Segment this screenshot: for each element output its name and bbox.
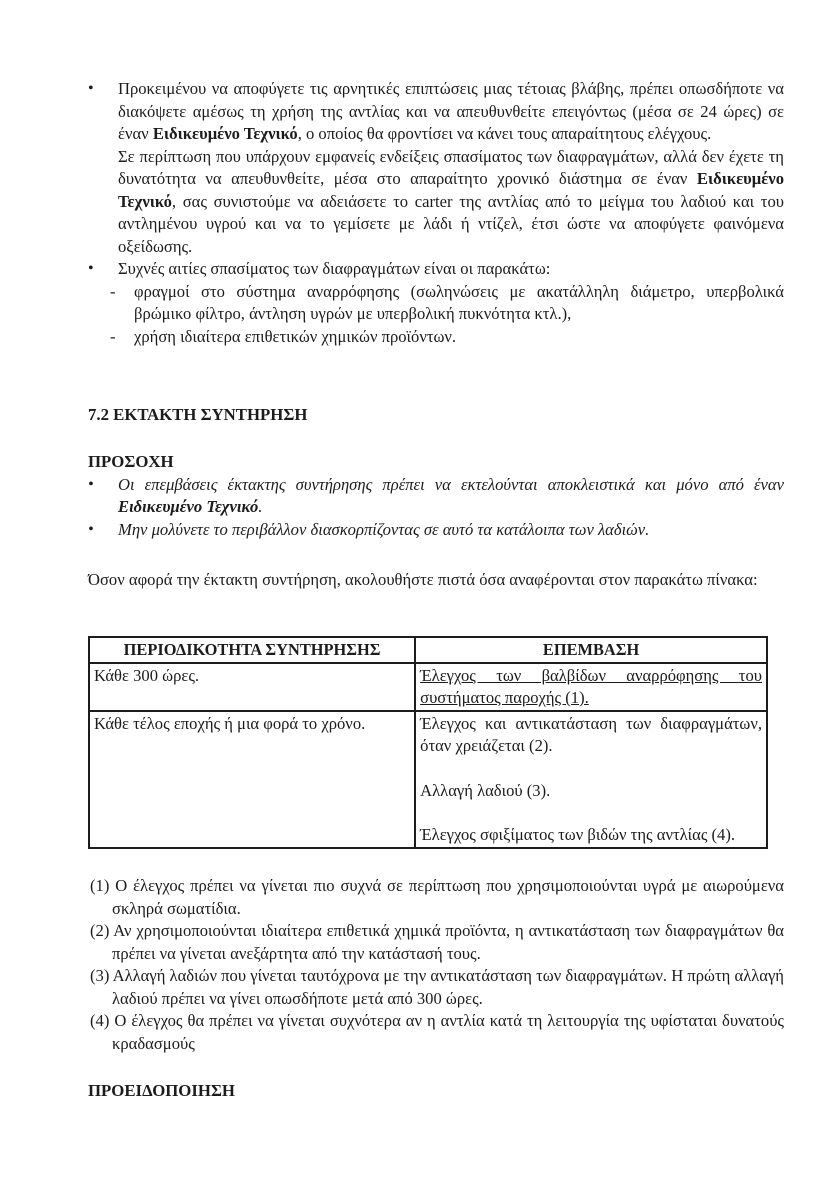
text-fragment: Προκειμένου να αποφύγετε τις αρνητικές επιπτώσεις μιας τέτοιας βλάβης, πρέπει οπωσδήποτε να διακόψετε αμέσως τη χρήση της αντλίας και να απευθυνθείτε επειγόντως (μέσα σε 24 ώρες) σε έναν <box>118 79 784 143</box>
text-fragment: Οι επεμβάσεις έκτακτης συντήρησης πρέπει να εκτελούνται αποκλειστικά και μόνο από έναν <box>118 474 784 494</box>
text-fragment: . <box>258 497 263 516</box>
caution-title: ΠΡΟΣΟΧΗ <box>88 452 174 471</box>
table-cell: Κάθε 300 ώρες. <box>89 663 415 711</box>
table-cell <box>415 711 767 848</box>
list-item: - χρήση ιδιαίτερα επιθετικών χημικών προϊόντων. <box>104 326 784 349</box>
list-item: - φραγμοί στο σύστημα αναρρόφησης (σωληνώσεις με ακατάλληλη διάμετρο, υπερβολικά βρώμικο φίλτρο, άντληση υγρών με υπερβολική πυκνότητα κτλ.), <box>104 281 784 326</box>
footnote-item: (4) Ο έλεγχος θα πρέπει να γίνεται συχνότερα αν η αντλία κατά τη λειτουργία της υφίσταται δυνατούς κραδασμούς <box>90 1011 784 1053</box>
text-fragment: , σας συνιστούμε να αδειάσετε το carter της αντλίας από το μείγμα του λαδιού και του αντλημένου υγρού και να το γεμίσετε με λάδι ή ντίζελ, έτσι ώστε να αποφύγετε φαινόμενα οξείδωσης. <box>118 191 784 256</box>
caution-list <box>88 474 784 542</box>
footnote-list <box>90 875 784 1055</box>
cell-text: Έλεγχος και αντικατάσταση των διαφραγμάτων, όταν χρειάζεται (2). <box>420 713 762 755</box>
column-header-periodicity: ΠΕΡΙΟΔΙΚΟΤΗΤΑ ΣΥΝΤΗΡΗΣΗΣ <box>89 637 415 663</box>
intro-paragraph: Όσον αφορά την έκτακτη συντήρηση, ακολουθήστε πιστά όσα αναφέρονται στον παρακάτω πίνακα: <box>88 570 758 589</box>
bold-text: Ειδικευμένο Τεχνικό <box>118 497 259 516</box>
table-header-row <box>89 637 767 663</box>
cell-text: Έλεγχος των βαλβίδων αναρρόφησης του συστήματος παροχής (1). <box>420 665 762 707</box>
caution-box <box>88 451 784 541</box>
table-row <box>89 711 767 848</box>
bullet-list <box>88 78 784 348</box>
paragraph-stop-pump <box>118 78 784 146</box>
table-cell <box>415 663 767 711</box>
list-item <box>88 78 784 258</box>
list-item: • Μην μολύνετε το περιβάλλον διασκορπίζοντας σε αυτό τα κατάλοιπα των λαδιών. <box>88 519 784 542</box>
table-cell: Κάθε τέλος εποχής ή μια φορά το χρόνο. <box>89 711 415 848</box>
column-header-action: ΕΠΕΜΒΑΣΗ <box>415 637 767 663</box>
footnote-item: (1) Ο έλεγχος πρέπει να γίνεται πιο συχνά σε περίπτωση που χρησιμοποιούνται υγρά με αιωρούμενα σκληρά σωματίδια. <box>90 876 784 918</box>
section-heading: 7.2 ΕΚΤΑΚΤΗ ΣΥΝΤΗΡΗΣΗ <box>88 405 308 424</box>
paragraph-causes: • Συχνές αιτίες σπασίματος των διαφραγμάτων είναι οι παρακάτω: <box>118 259 551 278</box>
footnotes <box>90 875 784 1055</box>
table-row <box>89 663 767 711</box>
maintenance-table <box>88 636 768 849</box>
warning-title: ΠΡΟΕΙΔΟΠΟΙΗΣΗ <box>88 1081 235 1100</box>
bold-text: Ειδικευμένο Τεχνικό <box>118 169 784 211</box>
diaphragm-breakage-section <box>88 78 784 348</box>
text-fragment: Σε περίπτωση που υπάρχουν εμφανείς ενδείξεις σπασίματος των διαφραγμάτων, αλλά δεν έχετε τη δυνατότητα να απευθυνθείτε, μέσα στο απαραίτητο χρονικό διάστημα σε έναν <box>118 146 784 188</box>
list-item <box>88 474 784 519</box>
list-item <box>88 258 784 348</box>
footnote-item: (3) Αλλαγή λαδιών που γίνεται ταυτόχρονα με την αντικατάσταση των διαφραγμάτων. Η πρώτη αλλαγή λαδιού πρέπει να γίνει οπωσδήποτε μετά από 300 ώρες. <box>90 966 784 1008</box>
bold-text: Ειδικευμένο Τεχνικό <box>152 124 298 143</box>
cell-text: Έλεγχος σφιξίματος των βιδών της αντλίας (4). <box>420 825 736 844</box>
footnote-item: (2) Αν χρησιμοποιούνται ιδιαίτερα επιθετικά χημικά προϊόντα, η αντικατάσταση των διαφραγμάτων θα πρέπει να γίνεται ανεξάρτητα από την κατάστασή τους. <box>90 921 784 963</box>
text-fragment: , ο οποίος θα φροντίσει να κάνει τους απαραίτητους ελέγχους. <box>297 124 712 143</box>
paragraph-empty-carter <box>118 146 784 259</box>
dash-list <box>96 281 784 349</box>
cell-text: Αλλαγή λαδιού (3). <box>420 780 551 800</box>
